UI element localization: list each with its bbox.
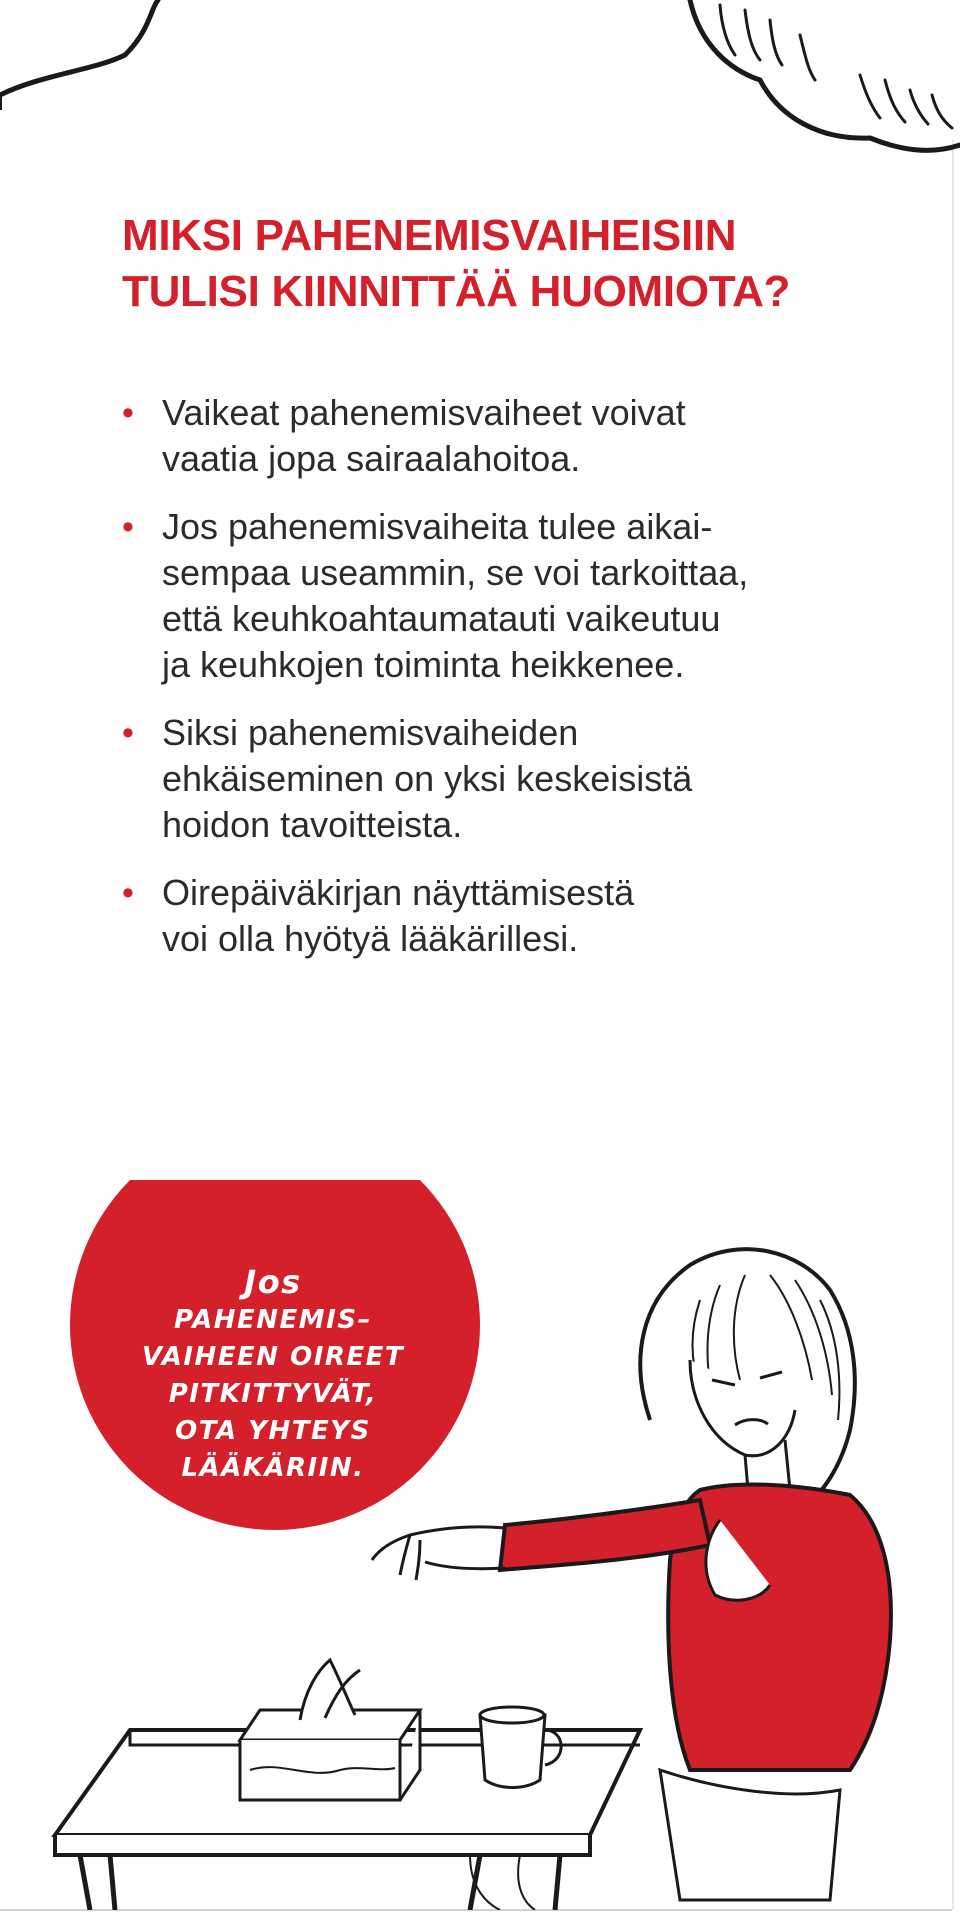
bullet-line: ja keuhkojen toiminta heikkenee. [162,644,685,685]
bullet-line: Oirepäiväkirjan näyttämisestä [162,872,635,913]
bullet-dot-icon: • [122,874,134,912]
bullet-dot-icon: • [122,394,134,432]
page-title [122,208,902,320]
callout-line: PAHENEMIS– [173,1305,373,1335]
list-item [122,504,862,688]
bullet-dot-icon: • [122,714,134,752]
callout-line: VAIHEEN OIREET [141,1342,405,1372]
bullet-line: vaatia jopa sairaalahoitoa. [162,438,581,479]
bullet-line: ehkäiseminen on yksi keskeisistä [162,758,693,799]
bullet-line: hoidon tavoitteista. [162,804,463,845]
bullet-line: sempaa useammin, se voi tarkoittaa, [162,552,749,593]
bullet-line: että keuhkoahtaumatauti vaikeutuu [162,598,721,639]
callout-text [108,1262,438,1487]
title-line-1: MIKSI PAHENEMISVAIHEISIIN [122,211,737,260]
callout-line: LÄÄKÄRIIN. [181,1453,365,1483]
bullet-line: Jos pahenemisvaiheita tulee aikai- [162,506,713,547]
callout-line: OTA YHTEYS [175,1416,371,1446]
cloud-sketch-icon [0,0,960,180]
bullet-line: Siksi pahenemisvaiheiden [162,712,579,753]
list-item [122,710,862,848]
bullet-dot-icon: • [122,508,134,546]
bullet-line: voi olla hyötyä lääkärillesi. [162,918,579,959]
callout-line: PITKITTYVÄT, [168,1379,378,1409]
list-item [122,390,862,482]
bullet-line: Vaikeat pahenemisvaiheet voivat [162,392,686,433]
bullet-list [122,390,862,984]
list-item [122,870,862,962]
callout-line: Jos [244,1263,302,1301]
title-line-2: TULISI KIINNITTÄÄ HUOMIOTA? [122,267,791,316]
